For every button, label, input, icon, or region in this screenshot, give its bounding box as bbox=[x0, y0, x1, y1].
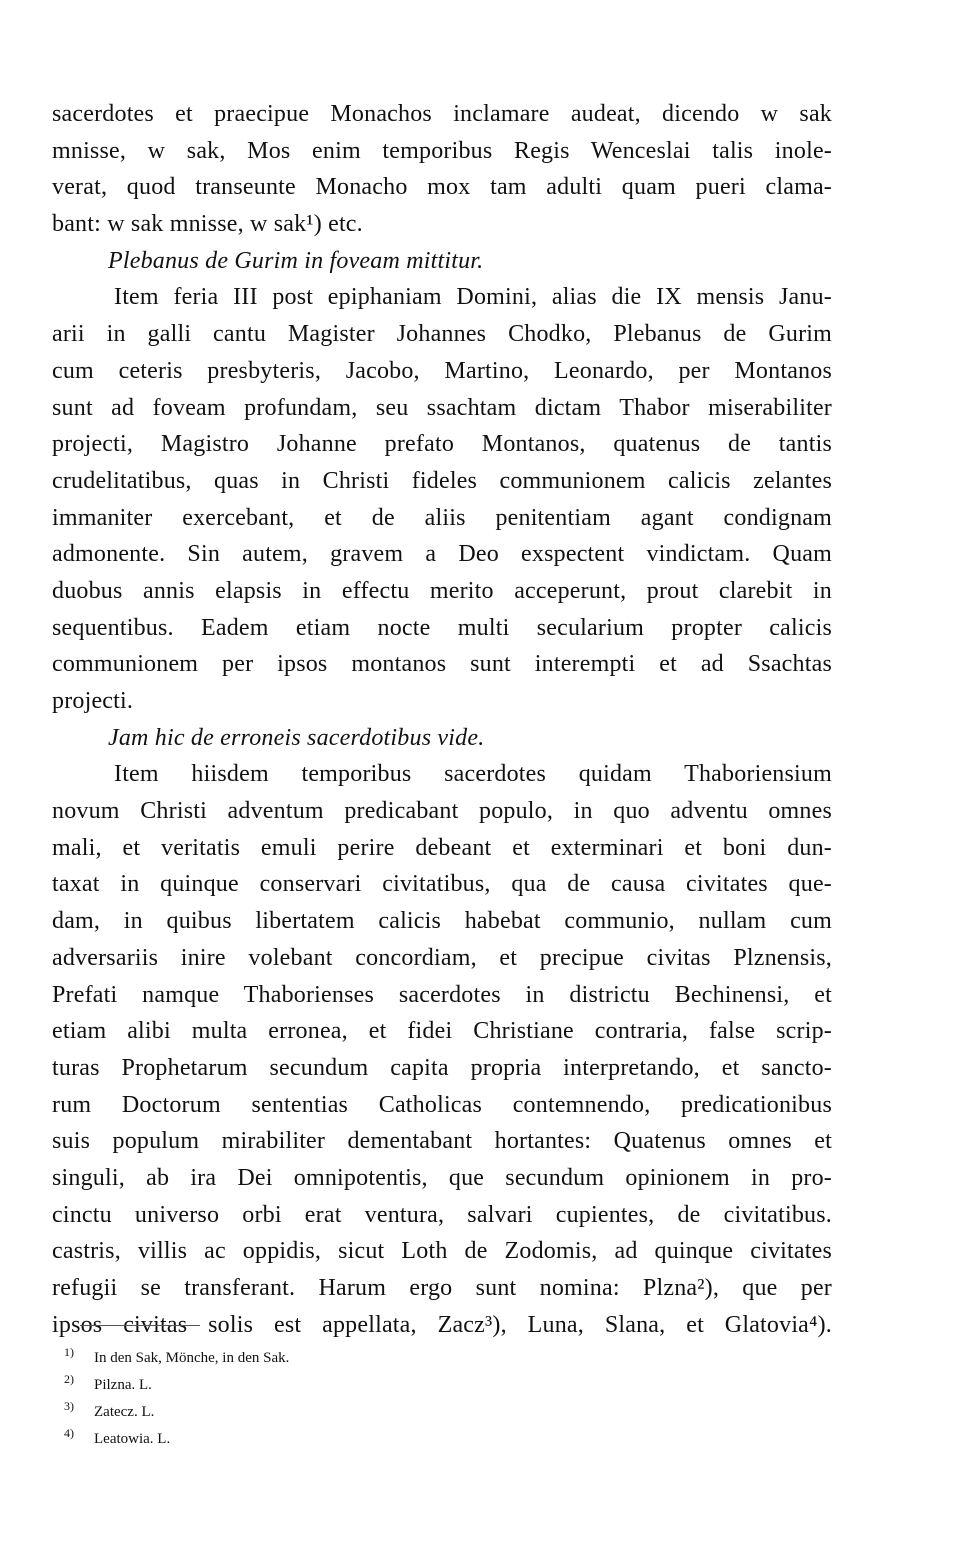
body-line: taxat in quinque conservari civitatibus, qua de causa civitates que- bbox=[52, 871, 832, 898]
footnote: 4) Leatowia. L. bbox=[64, 1426, 171, 1447]
footnote: 3) Zatecz. L. bbox=[64, 1399, 155, 1420]
body-line: admonente. Sin autem, gravem a Deo exspectent vindictam. Quam bbox=[52, 541, 832, 568]
body-line: novum Christi adventum predicabant populo, in quo adventu omnes bbox=[52, 798, 832, 825]
body-line: mali, et veritatis emuli perire debeant et exterminari et boni dun- bbox=[52, 834, 832, 861]
body-line: etiam alibi multa erronea, et fidei Christiane contraria, false scrip- bbox=[52, 1018, 832, 1045]
body-line: Item hiisdem temporibus sacerdotes quidam Thaboriensium bbox=[114, 761, 832, 788]
body-line: sequentibus. Eadem etiam nocte multi secularium propter calicis bbox=[52, 614, 832, 641]
body-line: adversariis inire volebant concordiam, et precipue civitas Plznensis, bbox=[52, 944, 832, 971]
body-line: Item feria III post epiphaniam Domini, alias die IX mensis Janu- bbox=[114, 284, 832, 311]
body-line: castris, villis ac oppidis, sicut Loth de Zodomis, ad quinque civitates bbox=[52, 1238, 832, 1265]
footnote: 2) Pilzna. L. bbox=[64, 1372, 152, 1393]
body-line: singuli, ab ira Dei omnipotentis, que secundum opinionem in pro- bbox=[52, 1164, 832, 1191]
footnote-divider bbox=[80, 1325, 200, 1326]
body-line: Prefati namque Thaborienses sacerdotes in districtu Bechinensi, et bbox=[52, 981, 832, 1008]
footnote-text: Leatowia. L. bbox=[94, 1431, 171, 1447]
body-line: verat, quod transeunte Monacho mox tam adulti quam pueri clama- bbox=[52, 174, 832, 201]
footnote: 1) In den Sak, Mönche, in den Sak. bbox=[64, 1345, 290, 1366]
body-line: refugii se transferant. Harum ergo sunt nomina: Plzna²), que per bbox=[52, 1275, 832, 1301]
body-line: duobus annis elapsis in effectu merito acceperunt, prout clarebit in bbox=[52, 577, 832, 604]
body-line: ipsos civitas solis est appellata, Zacz³), Luna, Slana, et Glatovia⁴). bbox=[52, 1311, 832, 1338]
footnote-text: Zatecz. L. bbox=[94, 1404, 155, 1420]
body-line: projecti. bbox=[52, 688, 134, 714]
footnote-text: In den Sak, Mönche, in den Sak. bbox=[94, 1350, 290, 1366]
body-line: immaniter exercebant, et de aliis penitentiam agant condignam bbox=[52, 504, 832, 531]
body-line: cinctu universo orbi erat ventura, salvari cupientes, de civitatibus. bbox=[52, 1201, 832, 1228]
body-line: crudelitatibus, quas in Christi fideles communionem calicis zelantes bbox=[52, 467, 832, 494]
body-line: sacerdotes et praecipue Monachos inclamare audeat, dicendo w sak bbox=[52, 101, 832, 127]
body-line: arii in galli cantu Magister Johannes Chodko, Plebanus de Gurim bbox=[52, 321, 832, 348]
body-line: communionem per ipsos montanos sunt interempti et ad Ssachtas bbox=[52, 651, 832, 678]
body-line: suis populum mirabiliter dementabant hortantes: Quatenus omnes et bbox=[52, 1128, 832, 1155]
body-line: projecti, Magistro Johanne prefato Montanos, quatenus de tantis bbox=[52, 431, 832, 458]
footnote-text: Pilzna. L. bbox=[94, 1377, 152, 1393]
body-line: turas Prophetarum secundum capita propria interpretando, et sancto- bbox=[52, 1054, 832, 1081]
body-line: sunt ad foveam profundam, seu ssachtam dictam Thabor miserabiliter bbox=[52, 394, 832, 421]
section-heading: Plebanus de Gurim in foveam mittitur. bbox=[108, 247, 484, 274]
section-heading: Jam hic de erroneis sacerdotibus vide. bbox=[108, 724, 485, 751]
body-line: mnisse, w sak, Mos enim temporibus Regis Wenceslai talis inole- bbox=[52, 137, 832, 164]
body-line: dam, in quibus libertatem calicis habebat communio, nullam cum bbox=[52, 908, 832, 935]
body-line: cum ceteris presbyteris, Jacobo, Martino, Leonardo, per Montanos bbox=[52, 357, 832, 384]
body-line: bant: w sak mnisse, w sak¹) etc. bbox=[52, 211, 363, 238]
body-text bbox=[52, 96, 832, 1343]
footnotes bbox=[64, 1345, 464, 1453]
body-line: rum Doctorum sententias Catholicas contemnendo, predicationibus bbox=[52, 1091, 832, 1118]
